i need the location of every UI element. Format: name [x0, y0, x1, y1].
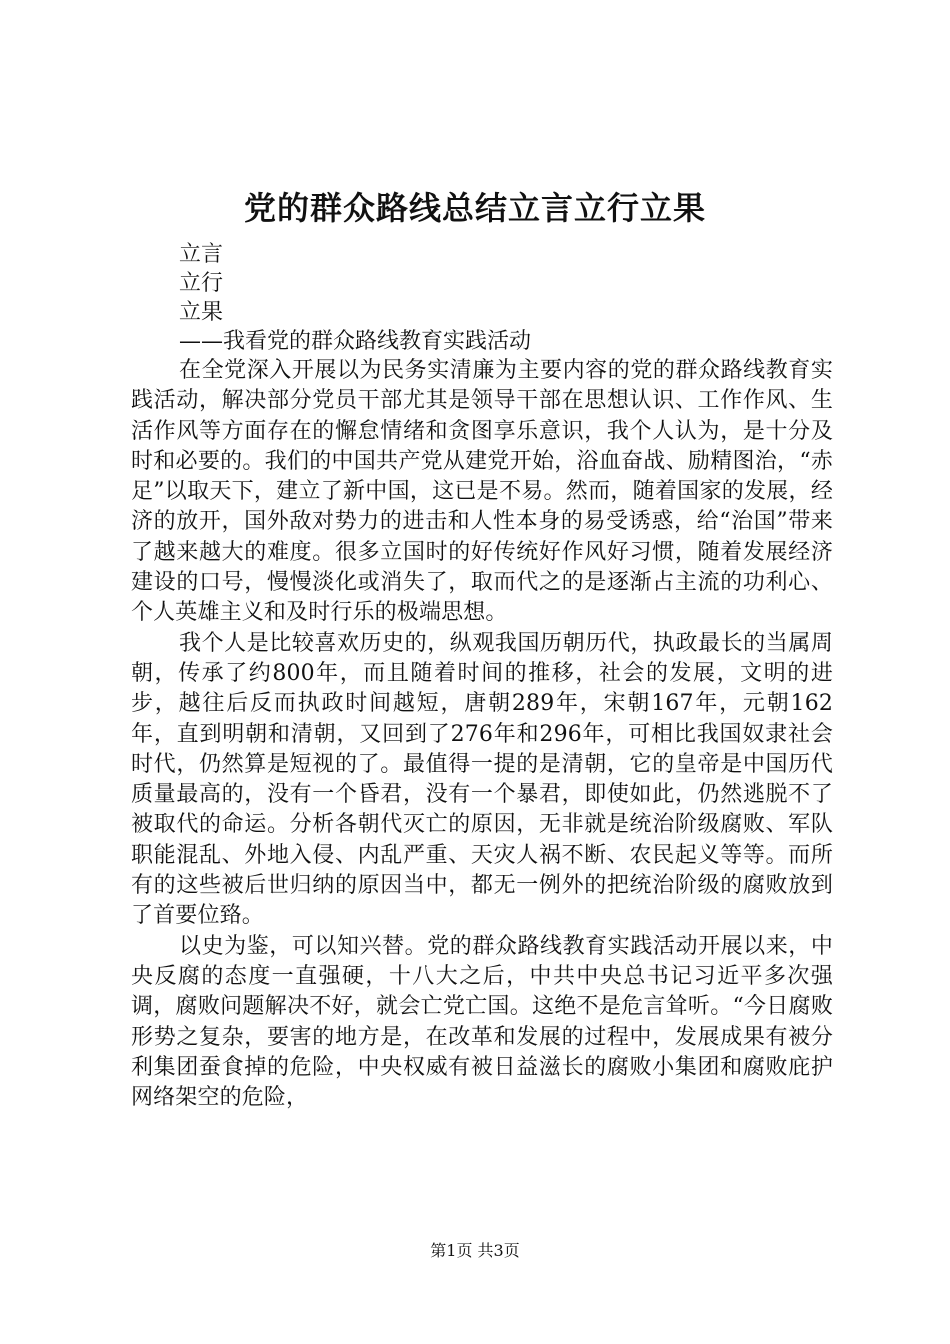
paragraph-1: 在全党深入开展以为民务实清廉为主要内容的党的群众路线教育实践活动，解决部分党员干部尤其是领导干部在思想认识、工作作风、生活作风等方面存在的懈怠情绪和贪图享乐意识，我个人认为，是十分及时和必要的。我们的中国共产党从建党开始，浴血奋战、励精图治，“赤足”以取天下，建立了新中国，这已是不易。然而，随着国家的发展，经济的放开，国外敌对势力的进击和人性本身的易受诱惑，给“治国”带来了越来越大的难度。很多立国时的好传统好作风好习惯，随着发展经济建设的口号，慢慢淡化或消失了，取而代之的是逐渐占主流的功利心、个人英雄主义和及时行乐的极端思想。: [131, 358, 833, 626]
heading-li-guo: 立果: [179, 300, 224, 325]
page-footer: 第1页 共3页: [430, 1241, 520, 1260]
paragraph-3: 以史为鉴，可以知兴替。党的群众路线教育实践活动开展以来，中央反腐的态度一直强硬，十八大之后，中共中央总书记习近平多次强调，腐败问题解决不好，就会亡党亡国。这绝不是危言耸听。“今日腐败形势之复杂，要害的地方是，在改革和发展的过程中，发展成果有被分利集团蚕食掉的危险，中央权威有被日益滋长的腐败小集团和腐败庇护网络架空的危险，: [131, 933, 833, 1111]
subtitle-line: ——我看党的群众路线教育实践活动: [179, 329, 532, 354]
paragraph-2: 我个人是比较喜欢历史的，纵观我国历朝历代，执政最长的当属周朝，传承了约800年，而且随着时间的推移，社会的发展，文明的进步，越往后反而执政时间越短，唐朝289年，宋朝167年，元朝162年，直到明朝和清朝，又回到了276年和296年，可相比我国奴隶社会时代，仍然算是短视的了。最值得一提的是清朝，它的皇帝是中国历代质量最高的，没有一个昏君，没有一个暴君，即使如此，仍然逃脱不了被取代的命运。分析各朝代灭亡的原因，无非就是统治阶级腐败、军队职能混乱、外地入侵、内乱严重、天灾人祸不断、农民起义等等。而所有的这些被后世归纳的原因当中，都无一例外的把统治阶级的腐败放到了首要位臵。: [131, 630, 833, 929]
document-body: [131, 240, 833, 1113]
document-title: 党的群众路线总结立言立行立果: [243, 189, 706, 227]
heading-li-xing: 立行: [179, 271, 224, 296]
heading-li-yan: 立言: [179, 242, 224, 267]
